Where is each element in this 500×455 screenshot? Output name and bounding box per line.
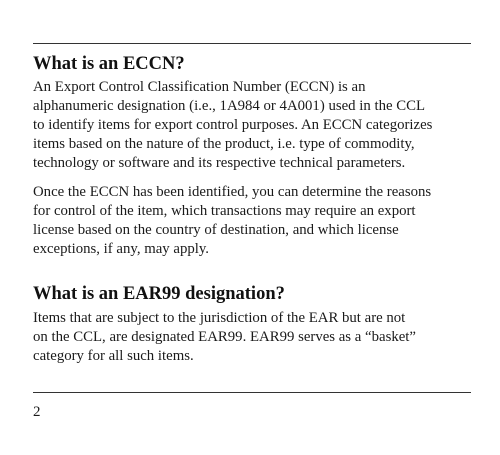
- text-line: items based on the nature of the product, i.e. type of commodity,: [33, 136, 415, 152]
- document-page: [33, 0, 471, 455]
- paragraph-ear99-definition: [33, 309, 473, 366]
- text-line: license based on the country of destination, and which license: [33, 222, 399, 238]
- bottom-rule: [33, 392, 471, 393]
- text-line: category for all such items.: [33, 348, 194, 364]
- section-heading-eccn: What is an ECCN?: [33, 54, 185, 74]
- text-line: An Export Control Classification Number (ECCN) is an: [33, 79, 366, 95]
- page-number: 2: [33, 404, 41, 420]
- text-line: to identify items for export control purposes. An ECCN categorizes: [33, 117, 433, 133]
- text-line: exceptions, if any, may apply.: [33, 241, 210, 257]
- text-line: on the CCL, are designated EAR99. EAR99 serves as a “basket”: [33, 329, 416, 345]
- text-line: Items that are subject to the jurisdiction of the EAR but are not: [33, 310, 406, 326]
- paragraph-eccn-definition: [33, 78, 473, 173]
- text-line: alphanumeric designation (i.e., 1A984 or 4A001) used in the CCL: [33, 98, 426, 114]
- text-line: Once the ECCN has been identified, you can determine the reasons: [33, 184, 432, 200]
- text-line: for control of the item, which transactions may require an export: [33, 203, 416, 219]
- top-rule: [33, 43, 471, 44]
- text-line: technology or software and its respective technical parameters.: [33, 155, 406, 171]
- section-heading-ear99: What is an EAR99 designation?: [33, 284, 285, 304]
- paragraph-eccn-usage: [33, 183, 473, 259]
